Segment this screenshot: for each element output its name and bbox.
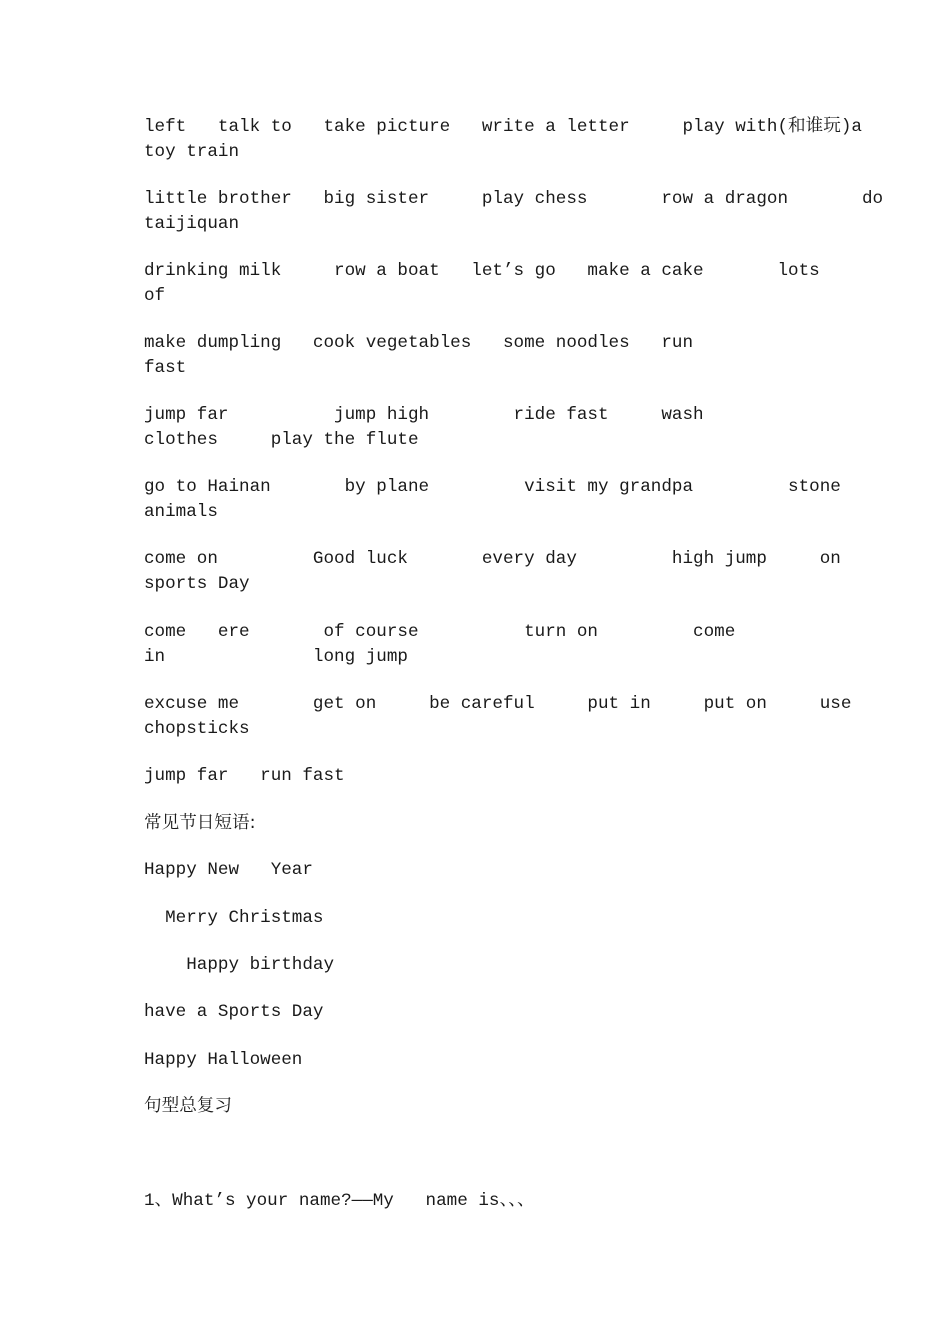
phrase-line: sports Day xyxy=(144,574,250,594)
holiday-phrase: have a Sports Day xyxy=(144,1002,324,1022)
phrase-line: left talk to take picture write a letter play with(和谁玩)a xyxy=(144,117,862,137)
holiday-phrase: Happy Halloween xyxy=(144,1050,303,1070)
phrase-line: animals xyxy=(144,502,218,522)
phrase-line: make dumpling cook vegetables some noodles run xyxy=(144,333,694,353)
sentence-item: 1、What’s your name?——My name is、、、 xyxy=(144,1191,535,1211)
phrase-line: go to Hainan by plane visit my grandpa stone xyxy=(144,477,841,497)
phrase-line: of xyxy=(144,286,166,306)
phrase-line: jump far jump high ride fast wash xyxy=(144,405,704,425)
sentence-heading: 句型总复习 xyxy=(144,1096,232,1116)
phrase-line: clothes play the flute xyxy=(144,430,419,450)
phrase-line: drinking milk row a boat let’s go make a cake lots xyxy=(144,261,820,281)
holiday-heading: 常见节日短语: xyxy=(144,813,256,833)
phrase-line: fast xyxy=(144,358,187,378)
phrase-line: come on Good luck every day high jump on xyxy=(144,549,841,569)
phrase-line: taijiquan xyxy=(144,214,240,234)
holiday-phrase: Happy birthday xyxy=(144,955,335,975)
holiday-phrase: Happy New Year xyxy=(144,860,313,880)
phrase-line: jump far run fast xyxy=(144,766,345,786)
phrase-line: little brother big sister play chess row a dragon do xyxy=(144,189,884,209)
holiday-phrase: Merry Christmas xyxy=(144,908,324,928)
phrase-line: come ere of course turn on come xyxy=(144,622,736,642)
phrase-line: toy train xyxy=(144,142,240,162)
phrase-line: excuse me get on be careful put in put on use xyxy=(144,694,852,714)
phrase-line: in long jump xyxy=(144,647,408,667)
phrase-line: chopsticks xyxy=(144,719,250,739)
